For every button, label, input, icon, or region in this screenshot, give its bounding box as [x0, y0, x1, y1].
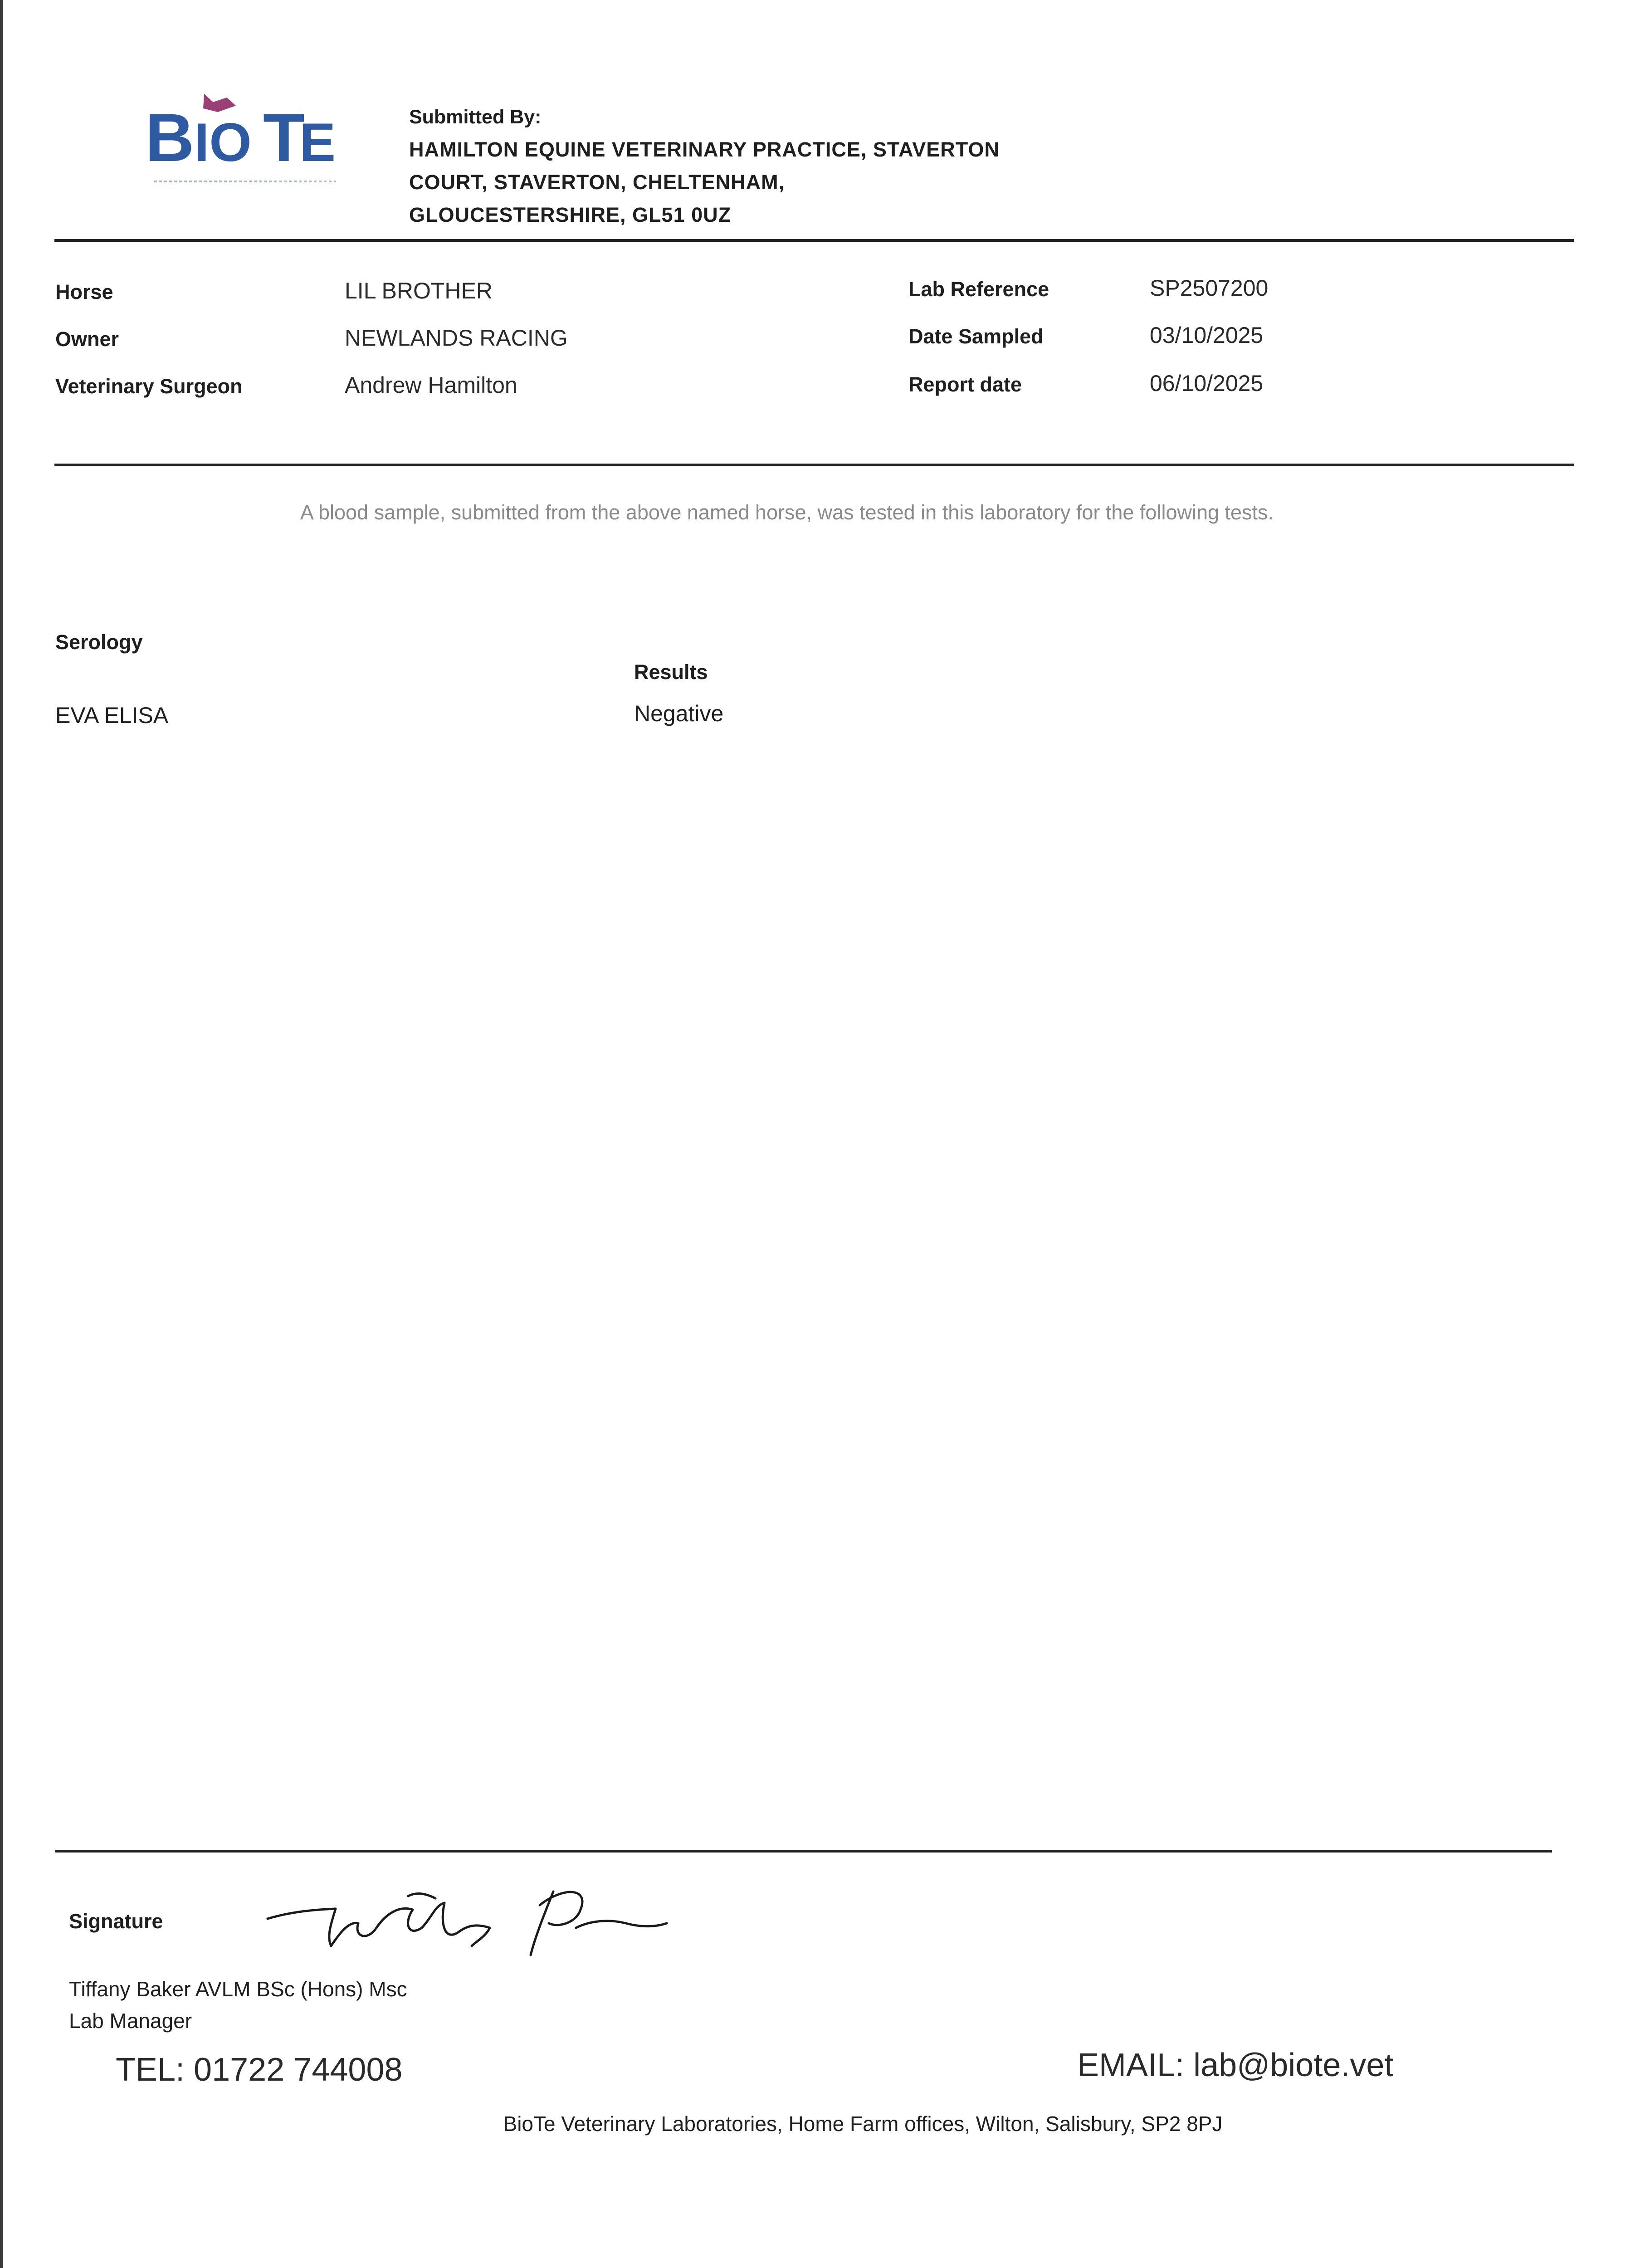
- submitted-by-address-line: GLOUCESTERSHIRE, GL51 0UZ: [409, 203, 732, 226]
- header-divider: [54, 239, 1574, 242]
- date-sampled-value: 03/10/2025: [1150, 323, 1264, 348]
- vet-label: Veterinary Surgeon: [55, 375, 243, 398]
- vet-value: Andrew Hamilton: [345, 372, 517, 398]
- svg-text:E: E: [299, 112, 336, 173]
- lab-address: BioTe Veterinary Laboratories, Home Farm offices, Wilton, Salisbury, SP2 8PJ: [503, 2112, 1223, 2136]
- submitted-by-address-line: HAMILTON EQUINE VETERINARY PRACTICE, STAVERTON: [409, 138, 1000, 161]
- owner-label: Owner: [55, 327, 119, 351]
- telephone: TEL: 01722 744008: [116, 2052, 403, 2088]
- signature-label: Signature: [69, 1910, 163, 1933]
- serology-heading: Serology: [55, 631, 143, 654]
- horse-value: LIL BROTHER: [345, 278, 493, 303]
- test-result: Negative: [634, 701, 724, 726]
- details-divider: [54, 464, 1574, 466]
- owner-value: NEWLANDS RACING: [345, 325, 568, 351]
- signer-name: Tiffany Baker AVLM BSc (Hons) Msc: [69, 1977, 407, 2001]
- svg-text:T: T: [263, 99, 305, 176]
- submitted-by-label: Submitted By:: [409, 106, 542, 128]
- date-sampled-label: Date Sampled: [908, 325, 1044, 348]
- report-date-value: 06/10/2025: [1150, 371, 1264, 396]
- test-name: EVA ELISA: [55, 703, 169, 728]
- svg-text:B: B: [145, 99, 195, 176]
- signer-block: [69, 1973, 407, 2037]
- lab-reference-value: SP2507200: [1150, 275, 1269, 301]
- scan-edge: [0, 0, 3, 2268]
- results-column-header: Results: [634, 660, 708, 684]
- footer-divider: [55, 1850, 1552, 1853]
- intro-text: A blood sample, submitted from the above named horse, was tested in this laboratory for the following tests.: [300, 501, 1274, 524]
- email: EMAIL: lab@biote.vet: [1077, 2047, 1394, 2083]
- biote-logo: [145, 88, 345, 193]
- svg-text:IO: IO: [194, 112, 252, 173]
- handwritten-signature: [263, 1878, 689, 1960]
- horse-label: Horse: [55, 280, 113, 303]
- submitted-by-address-line: COURT, STAVERTON, CHELTENHAM,: [409, 171, 785, 194]
- report-date-label: Report date: [908, 373, 1022, 396]
- signer-role: Lab Manager: [69, 2009, 192, 2033]
- submitted-by-block: [409, 101, 1000, 231]
- lab-reference-label: Lab Reference: [908, 278, 1049, 301]
